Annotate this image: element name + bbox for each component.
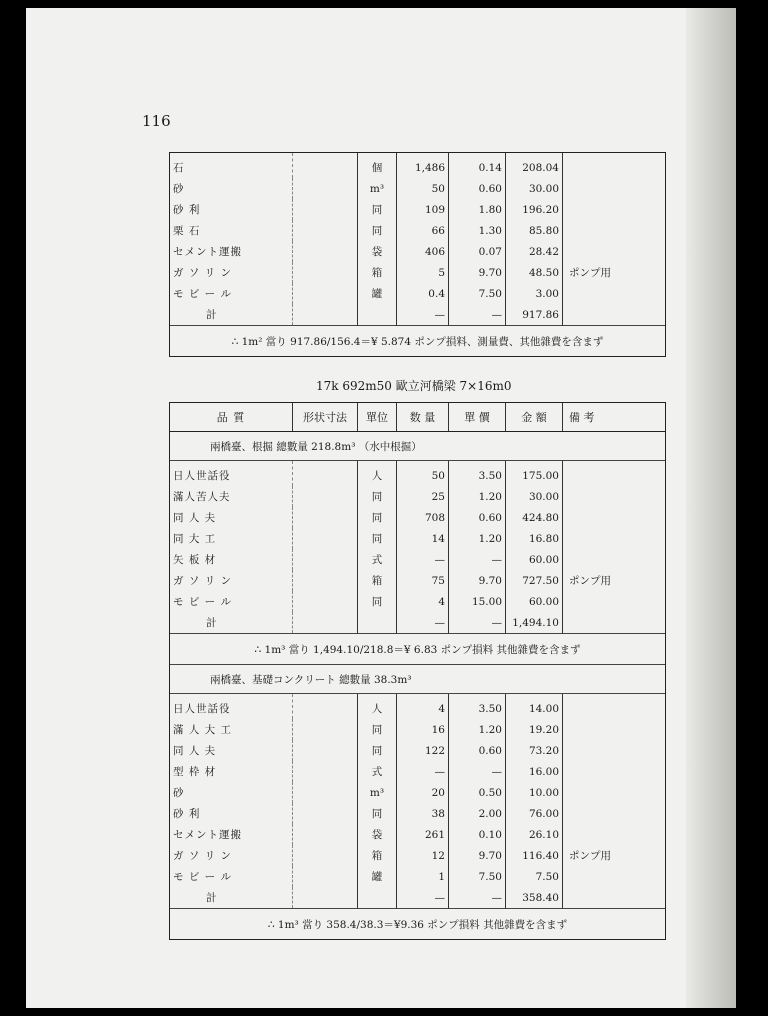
table-row [170,461,665,487]
cell-name: モ ビ ー ル [170,283,293,304]
cell-qty: 50 [397,461,449,487]
cell-price: 1.20 [449,719,506,740]
cell-unit: m³ [358,178,397,199]
cell-note [563,866,666,887]
cell-amount: 60.00 [506,591,563,612]
cell-name: 滿 人 大 工 [170,719,293,740]
cell-unit: 同 [358,740,397,761]
cell-qty: 20 [397,782,449,803]
cell-shape [293,803,358,824]
cell-note [563,549,666,570]
cell-unit: 同 [358,220,397,241]
table1-summary: ∴ 1m² 當り 917.86/156.4＝¥ 5.874 ポンプ損料、測量費、其他雜費を含まず [170,326,665,357]
cell-name: モ ビ ー ル [170,591,293,612]
cell-qty: 4 [397,591,449,612]
cell-shape [293,461,358,487]
cell-shape [293,262,358,283]
cell-name: 砂 利 [170,199,293,220]
cell-qty: 66 [397,220,449,241]
cell-note [563,887,666,909]
header-note: 備 考 [563,403,666,432]
cell-note [563,153,666,178]
header-shape: 形状寸法 [293,403,358,432]
cell-amount: 60.00 [506,549,563,570]
cell-shape [293,178,358,199]
cell-note: ポンプ用 [569,850,611,862]
cell-qty: 122 [397,740,449,761]
cell-amount: 85.80 [506,220,563,241]
cell-qty: 12 [397,845,449,866]
cell-name: 同 人 夫 [170,740,293,761]
table-row [170,178,665,199]
cell-amount: 917.86 [506,304,563,326]
cell-unit: 箱 [358,262,397,283]
section2-title-row [170,665,665,694]
cell-unit: 同 [358,803,397,824]
cell-unit: 袋 [358,824,397,845]
cell-unit: 人 [358,694,397,720]
cell-amount: 76.00 [506,803,563,824]
section2-summary: ∴ 1m³ 當り 358.4/38.3＝¥9.36 ポンプ損料 其他雜費を含まず [170,909,665,940]
header-name: 品 質 [170,403,293,432]
cost-table-1 [169,152,666,357]
cell-shape [293,740,358,761]
table-row [170,220,665,241]
cell-note [563,761,666,782]
table-row [170,528,665,549]
cell-qty: — [397,761,449,782]
cell-note [563,507,666,528]
cell-price: 1.20 [449,486,506,507]
cell-note [563,782,666,803]
table-row [170,153,665,178]
cell-unit: 同 [358,486,397,507]
cell-qty: — [397,612,449,634]
cell-name: セメント運搬 [170,241,293,262]
cell-price: 0.60 [449,507,506,528]
cell-price: — [449,761,506,782]
table-row [170,887,665,909]
cell-note [563,612,666,634]
cell-amount: 30.00 [506,178,563,199]
cell-unit: 個 [358,153,397,178]
cell-price: 3.50 [449,461,506,487]
cell-name: 日人世話役 [170,694,293,720]
cell-shape [293,694,358,720]
cell-amount: 16.00 [506,761,563,782]
cell-unit: 箱 [358,845,397,866]
cell-amount: 116.40 [506,845,563,866]
cell-note [563,220,666,241]
cell-note [563,241,666,262]
cell-amount: 10.00 [506,782,563,803]
cell-qty: 1 [397,866,449,887]
table-row [170,591,665,612]
cell-unit: 同 [358,591,397,612]
cell-shape [293,304,358,326]
cell-amount: 7.50 [506,866,563,887]
cell-note [563,178,666,199]
cell-price: 2.00 [449,803,506,824]
cell-qty: 4 [397,694,449,720]
cell-amount: 26.10 [506,824,563,845]
cell-name: 同 人 夫 [170,507,293,528]
cell-note [563,304,666,326]
cell-amount: 727.50 [506,570,563,591]
cell-shape [293,866,358,887]
table-row [170,507,665,528]
cell-unit: 同 [358,507,397,528]
cell-amount: 1,494.10 [506,612,563,634]
cell-qty: 261 [397,824,449,845]
cell-shape [293,612,358,634]
cell-amount: 16.80 [506,528,563,549]
cell-amount: 196.20 [506,199,563,220]
cell-note [563,283,666,304]
cell-note [563,461,666,487]
table-row [170,719,665,740]
cell-amount: 175.00 [506,461,563,487]
cell-name: ガ ソ リ ン [170,845,293,866]
cell-price: 1.80 [449,199,506,220]
book-page [26,8,736,1008]
cell-shape [293,153,358,178]
cell-qty: 75 [397,570,449,591]
cell-unit: 罐 [358,866,397,887]
cell-amount: 358.40 [506,887,563,909]
table-row [170,304,665,326]
cell-name: 石 [170,153,293,178]
cell-qty: — [397,549,449,570]
cell-amount: 19.20 [506,719,563,740]
table-row [170,241,665,262]
cell-qty: — [397,304,449,326]
cell-price: 7.50 [449,866,506,887]
header-amount: 金 額 [506,403,563,432]
cell-amount: 3.00 [506,283,563,304]
cell-qty: — [397,887,449,909]
cell-amount: 48.50 [506,262,563,283]
table-row [170,761,665,782]
table-row [170,782,665,803]
cell-name: 計 [170,304,293,326]
cell-amount: 73.20 [506,740,563,761]
cell-shape [293,549,358,570]
cell-shape [293,887,358,909]
cell-unit [358,612,397,634]
cell-name: 砂 [170,178,293,199]
cell-qty: 50 [397,178,449,199]
table-row [170,283,665,304]
cell-price: — [449,887,506,909]
cell-note: ポンプ用 [569,575,611,587]
cell-amount: 14.00 [506,694,563,720]
cell-shape [293,591,358,612]
cell-amount: 30.00 [506,486,563,507]
cell-note [563,719,666,740]
cell-shape [293,528,358,549]
cell-note [563,694,666,720]
cell-price: 0.10 [449,824,506,845]
table-row [170,262,665,283]
table-row [170,824,665,845]
cell-name: ガ ソ リ ン [170,570,293,591]
cell-name: ガ ソ リ ン [170,262,293,283]
cell-price: — [449,612,506,634]
cell-price: 0.14 [449,153,506,178]
cell-price: 0.50 [449,782,506,803]
table-row [170,803,665,824]
section2-title: 兩橋臺、基礎コンクリート 總數量 38.3m³ [170,665,665,694]
cell-price: 7.50 [449,283,506,304]
cell-qty: 109 [397,199,449,220]
cell-unit: 同 [358,199,397,220]
cell-note: ポンプ用 [569,267,611,279]
cell-unit: 人 [358,461,397,487]
cell-qty: 38 [397,803,449,824]
cell-shape [293,782,358,803]
cell-shape [293,761,358,782]
cell-name: 滿人苦人夫 [170,486,293,507]
cell-unit: m³ [358,782,397,803]
cell-name: モ ビ ー ル [170,866,293,887]
table-row [170,549,665,570]
table-row [170,612,665,634]
cell-note [563,486,666,507]
cell-name: 計 [170,887,293,909]
cell-note [563,199,666,220]
cell-name: 型 枠 材 [170,761,293,782]
cell-qty: 5 [397,262,449,283]
table-row [170,199,665,220]
page-edge-shadow [686,8,736,1008]
page-number: 116 [142,112,171,130]
cell-name: 砂 利 [170,803,293,824]
cell-qty: 406 [397,241,449,262]
cell-note [563,740,666,761]
cell-shape [293,824,358,845]
cell-shape [293,199,358,220]
cell-price: — [449,304,506,326]
cell-qty: 0.4 [397,283,449,304]
cell-price: 9.70 [449,845,506,866]
bridge-caption: 17k 692m50 歐立河橋梁 7×16m0 [316,379,512,393]
cell-price: 9.70 [449,262,506,283]
table2-header-row [170,403,665,432]
cell-unit [358,887,397,909]
cell-unit: 式 [358,549,397,570]
cell-shape [293,241,358,262]
table-row [170,866,665,887]
cell-qty: 25 [397,486,449,507]
table-row [170,694,665,720]
cell-unit: 同 [358,528,397,549]
cell-note [563,528,666,549]
cell-name: 砂 [170,782,293,803]
cell-shape [293,220,358,241]
cell-amount: 424.80 [506,507,563,528]
cell-price: 15.00 [449,591,506,612]
cell-qty: 14 [397,528,449,549]
cell-note [563,824,666,845]
cell-name: 同 大 工 [170,528,293,549]
header-qty: 数 量 [397,403,449,432]
section1-title: 兩橋臺、根掘 總數量 218.8m³ （水中根掘） [170,432,665,461]
cell-shape [293,507,358,528]
cell-shape [293,719,358,740]
header-price: 單 價 [449,403,506,432]
cell-shape [293,845,358,866]
cell-price: 9.70 [449,570,506,591]
cell-note [563,591,666,612]
cell-name: 栗 石 [170,220,293,241]
table-row [170,740,665,761]
table-row [170,486,665,507]
cell-price: 0.07 [449,241,506,262]
cell-price: 0.60 [449,178,506,199]
header-unit: 單位 [358,403,397,432]
cell-unit: 罐 [358,283,397,304]
cell-price: 1.20 [449,528,506,549]
cell-unit: 箱 [358,570,397,591]
cell-shape [293,570,358,591]
cell-name: 計 [170,612,293,634]
cell-unit: 袋 [358,241,397,262]
cell-unit [358,304,397,326]
table-row [170,570,665,591]
section2-summary-row [170,909,665,940]
cell-price: 3.50 [449,694,506,720]
cell-note [563,803,666,824]
cell-name: 日人世話役 [170,461,293,487]
cell-price: 1.30 [449,220,506,241]
cell-price: 0.60 [449,740,506,761]
table-row [170,845,665,866]
cell-amount: 28.42 [506,241,563,262]
cost-table-2 [169,402,666,940]
cell-shape [293,283,358,304]
section1-summary-row [170,634,665,665]
cell-name: 矢 板 材 [170,549,293,570]
cell-name: セメント運搬 [170,824,293,845]
cell-price: — [449,549,506,570]
cell-amount: 208.04 [506,153,563,178]
cell-qty: 16 [397,719,449,740]
table1-summary-row [170,326,665,357]
section1-title-row [170,432,665,461]
cell-qty: 1,486 [397,153,449,178]
cell-unit: 同 [358,719,397,740]
section1-summary: ∴ 1m³ 當り 1,494.10/218.8＝¥ 6.83 ポンプ損料 其他雜費を含まず [170,634,665,665]
cell-shape [293,486,358,507]
cell-unit: 式 [358,761,397,782]
cell-qty: 708 [397,507,449,528]
